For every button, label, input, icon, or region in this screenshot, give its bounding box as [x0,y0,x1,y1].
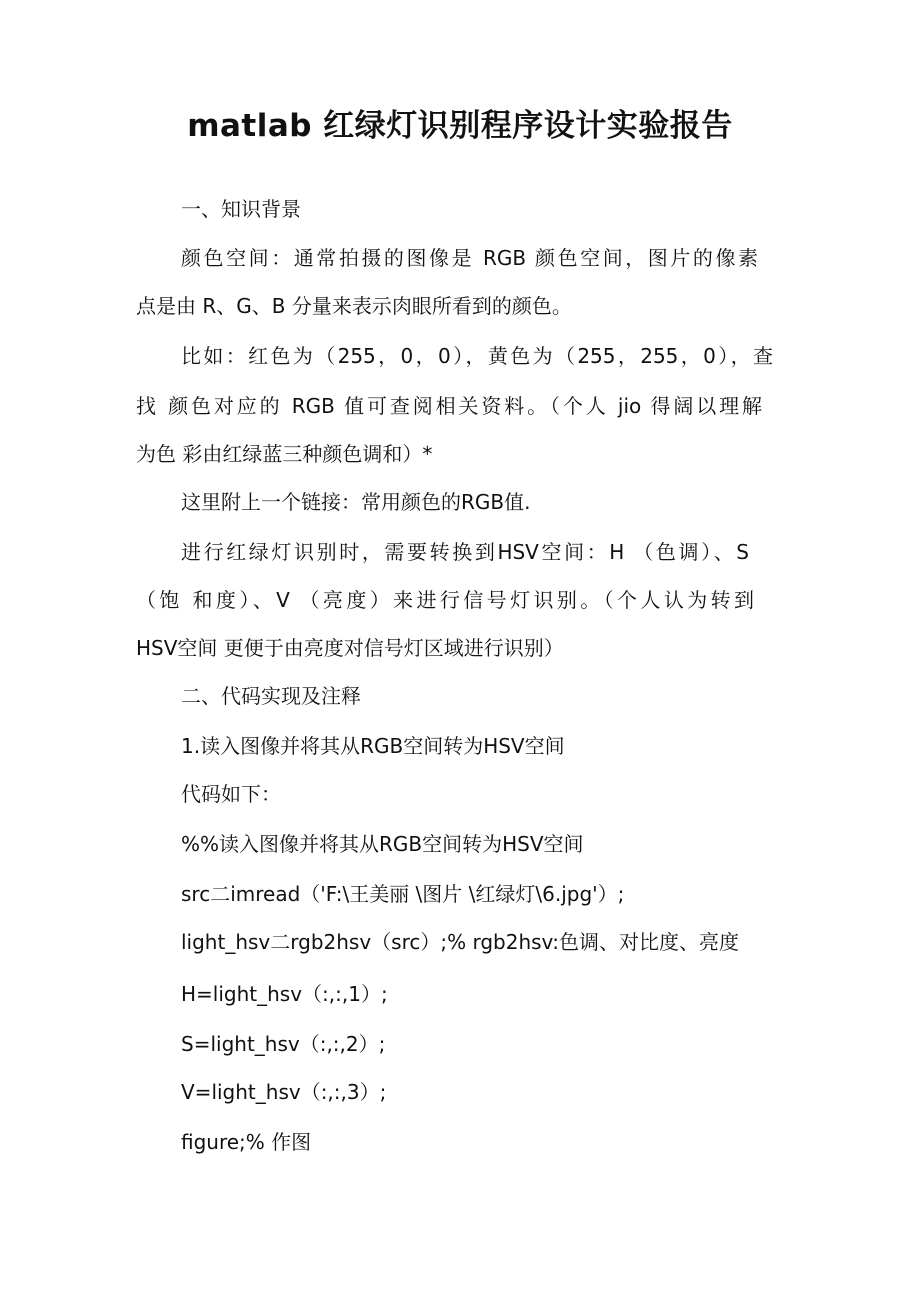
paragraph-line: 点是由 R、G、B 分量来表示肉眼所看到的颜色。 [136,294,572,318]
paragraph-line: 颜色空间：通常拍摄的图像是 RGB 颜色空间，图片的像素 [181,246,758,270]
code-line: figure;% 作图 [181,1130,312,1154]
code-line: H=light_hsv（:,:,1）; [181,982,388,1006]
paragraph-line: 为色 彩由红绿蓝三种颜色调和）* [136,442,433,466]
paragraph-line: 代码如下： [181,782,281,806]
paragraph-line: 这里附上一个链接：常用颜色的RGB值. [181,490,531,514]
code-line: light_hsv二rgb2hsv（src）;% rgb2hsv:色调、对比度、亮度 [181,930,740,954]
code-line: S=light_hsv（:,:,2）; [181,1032,386,1056]
paragraph-line: 找 颜色对应的 RGB 值可查阅相关资料。（个人 jio 得阔以理解 [136,394,762,418]
paragraph-line: HSV空间 更便于由亮度对信号灯区域进行识别） [136,636,564,660]
step-heading: 1.读入图像并将其从RGB空间转为HSV空间 [181,734,565,758]
code-line: src二imread（'F:\王美丽 \图片 \红绿灯\6.jpg'）; [181,882,625,906]
code-line: V=light_hsv（:,:,3）; [181,1080,387,1104]
document-title: matlab 红绿灯识别程序设计实验报告 [187,108,733,144]
section-heading-code: 二、代码实现及注释 [181,684,361,708]
paragraph-line: 进行红绿灯识别时，需要转换到HSV空间：H （色调）、S [181,540,749,564]
paragraph-line: （饱 和度）、V （亮度）来进行信号灯识别。（个人认为转到 [136,588,754,612]
code-line: %%读入图像并将其从RGB空间转为HSV空间 [181,832,584,856]
paragraph-line: 比如：红色为（255，0，0），黄色为（255，255，0），查 [181,344,773,368]
section-heading-background: 一、知识背景 [181,197,301,221]
